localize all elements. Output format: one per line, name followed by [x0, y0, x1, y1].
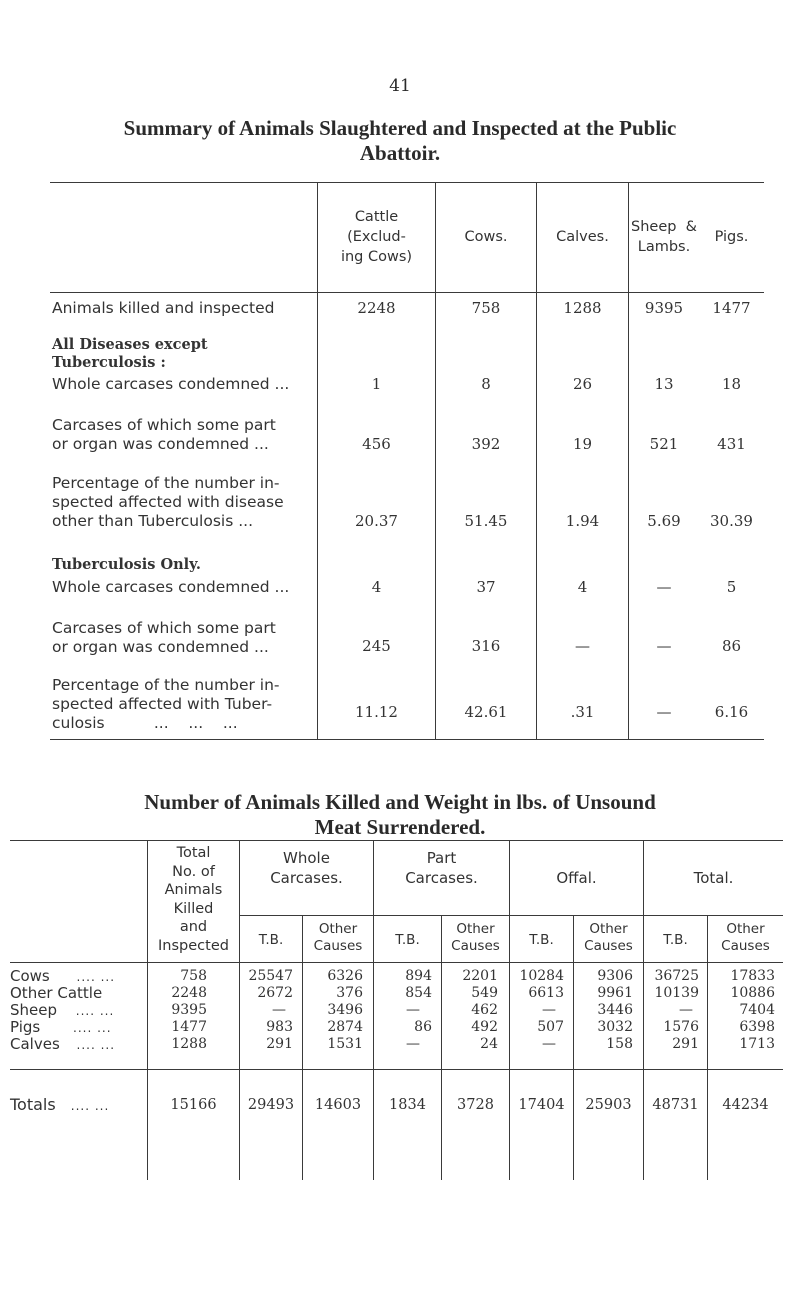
cell: 3446: [597, 1002, 633, 1018]
cell: —: [406, 1036, 420, 1052]
row-label-calves: Calves .... ...: [10, 1035, 116, 1053]
cell: 758: [471, 299, 501, 317]
cell: 4: [577, 578, 588, 596]
group-header-whole: Whole Carcases.: [270, 849, 343, 887]
row-label-tb-part-condemned: Carcases of which some part or organ was condemned ...: [52, 619, 276, 656]
col-header-sheep: Sheep & Lambs.: [631, 219, 697, 255]
cell: —: [656, 578, 672, 596]
total-cell: 1834: [389, 1097, 426, 1113]
row-label-killed: Animals killed and inspected: [52, 299, 275, 317]
cell: 983: [266, 1019, 293, 1035]
section-all-diseases: All Diseases except Tuberculosis :: [52, 336, 208, 371]
cell: 245: [362, 637, 391, 655]
cell: 6.16: [714, 703, 749, 721]
row-label-part-condemned: Carcases of which some part or organ was condemned ...: [52, 416, 276, 453]
sub-header-part-other: Other Causes: [451, 921, 500, 954]
total-cell: 44234: [722, 1097, 769, 1113]
col-header-pigs: Pigs.: [714, 229, 749, 245]
total-cell: 48731: [652, 1097, 699, 1113]
rule-v-whole: [239, 840, 240, 1180]
cell: 7404: [739, 1002, 775, 1018]
cell: 10886: [730, 985, 775, 1001]
cell: 1.94: [565, 512, 600, 530]
col-header-cows: Cows.: [464, 229, 508, 245]
total-cell: 25903: [585, 1097, 632, 1113]
cell: —: [679, 1002, 693, 1018]
cell: 492: [471, 1019, 498, 1035]
cell: 758: [180, 968, 207, 984]
cell: 24: [480, 1036, 498, 1052]
col-header-total-killed: Total No. of Animals Killed and Inspected: [158, 845, 229, 954]
cell: 507: [537, 1019, 564, 1035]
rule-header-bottom: [10, 962, 783, 963]
cell: 894: [405, 968, 432, 984]
row-label-cows: Cows .... ...: [10, 967, 116, 985]
row-label-sheep: Sheep .... ...: [10, 1001, 115, 1019]
summary-title-line-1: Summary of Animals Slaughtered and Inspected at the Public: [123, 116, 677, 140]
cell: 2248: [357, 299, 396, 317]
row-label-percentage-disease: Percentage of the number in- spected affected with disease other than Tuberculosis ...: [52, 474, 284, 530]
row-label-other-cattle: Other Cattle: [10, 984, 103, 1002]
cell: 6613: [528, 985, 564, 1001]
row-label-tb-whole-condemned: Whole carcases condemned ...: [52, 578, 290, 596]
cell: 1288: [171, 1036, 207, 1052]
cell: 5.69: [647, 512, 681, 530]
rule-v-total: [643, 840, 644, 1180]
cell: 17833: [730, 968, 775, 984]
cell: 6398: [739, 1019, 775, 1035]
sub-header-part-tb: T.B.: [395, 932, 420, 948]
cell: 86: [721, 637, 742, 655]
cell: 37: [476, 578, 496, 596]
sub-header-total-tb: T.B.: [663, 932, 688, 948]
cell: 20.37: [355, 512, 398, 530]
cell: 8: [481, 375, 491, 393]
cell: 376: [336, 985, 363, 1001]
cell: 26: [572, 375, 593, 393]
cell: 4: [371, 578, 382, 596]
cell: 1576: [663, 1019, 699, 1035]
rule-v-offal: [509, 840, 510, 1180]
rule-header-bottom: [50, 292, 764, 293]
cell: 1477: [712, 299, 751, 317]
cell: 854: [405, 985, 432, 1001]
sub-header-offal-other: Other Causes: [584, 921, 633, 954]
surrendered-title: [0, 790, 800, 840]
cell: —: [272, 1002, 286, 1018]
rule-bottom: [50, 739, 764, 740]
rule-top: [10, 840, 783, 841]
cell: 316: [471, 637, 501, 655]
cell: 291: [672, 1036, 699, 1052]
cell: 521: [649, 435, 679, 453]
cell: 2672: [257, 985, 293, 1001]
cell: 2874: [327, 1019, 363, 1035]
rule-top: [50, 182, 764, 183]
total-cell: 14603: [314, 1097, 362, 1113]
group-header-total: Total.: [693, 869, 734, 887]
total-cell: 15166: [170, 1097, 217, 1113]
cell: 1531: [327, 1036, 363, 1052]
rule-v-part: [373, 840, 374, 1180]
rule-group-bottom: [240, 915, 783, 916]
cell: 19: [572, 435, 593, 453]
cell: 291: [266, 1036, 293, 1052]
cell: —: [575, 637, 590, 655]
cell: .31: [570, 703, 595, 721]
cell: 51.45: [464, 512, 508, 530]
total-cell: 17404: [518, 1097, 565, 1113]
cell: —: [542, 1036, 556, 1052]
cell: 42.61: [464, 703, 508, 721]
cell: 9961: [597, 985, 633, 1001]
sub-header-total-other: Other Causes: [721, 921, 770, 954]
total-cell: 3728: [457, 1097, 494, 1113]
summary-title-line-2: Abattoir.: [359, 141, 441, 165]
cell: 30.39: [710, 512, 753, 530]
rule-body-bottom: [10, 1069, 783, 1070]
cell: 1288: [563, 299, 602, 317]
summary-title: [0, 116, 800, 166]
cell: 25547: [248, 968, 293, 984]
group-header-offal: Offal.: [556, 869, 597, 887]
cell: —: [542, 1002, 556, 1018]
cell: 10284: [519, 968, 564, 984]
cell: 9306: [597, 968, 633, 984]
section-tuberculosis: Tuberculosis Only.: [52, 556, 201, 573]
cell: 2201: [462, 968, 498, 984]
surrendered-table: [10, 840, 783, 1180]
cell: 10139: [654, 985, 699, 1001]
sub-header-whole-other: Other Causes: [313, 921, 363, 954]
cell: 6326: [327, 968, 363, 984]
cell: 36725: [654, 968, 699, 984]
group-header-part: Part Carcases.: [405, 849, 478, 887]
cell: 5: [726, 578, 737, 596]
row-label-whole-condemned: Whole carcases condemned ...: [52, 375, 290, 393]
cell: 1713: [739, 1036, 775, 1052]
cell: 9395: [644, 299, 684, 317]
cell: —: [406, 1002, 420, 1018]
cell: 2248: [171, 985, 207, 1001]
cell: 1477: [171, 1019, 207, 1035]
cell: 549: [471, 985, 498, 1001]
cell: —: [656, 703, 672, 721]
cell: 431: [717, 435, 746, 453]
cell: 1: [371, 375, 382, 393]
cell: 456: [362, 435, 391, 453]
cell: 9395: [171, 1002, 207, 1018]
cell: 86: [414, 1019, 432, 1035]
cell: 462: [471, 1002, 498, 1018]
row-label-percentage-tb: Percentage of the number in- spected affected with Tuber- culosis ... ... ...: [52, 676, 280, 732]
cell: 3496: [327, 1002, 363, 1018]
row-label-totals: Totals .... ...: [10, 1095, 110, 1114]
cell: 158: [606, 1036, 633, 1052]
surrendered-title-line-1: Number of Animals Killed and Weight in lbs. of Unsound: [144, 790, 656, 814]
surrendered-title-line-2: Meat Surrendered.: [314, 815, 486, 839]
cell: 18: [721, 375, 742, 393]
summary-table: [50, 182, 764, 740]
total-cell: 29493: [247, 1097, 295, 1113]
cell: —: [656, 637, 672, 655]
page-number: 41: [389, 76, 411, 96]
cell: 11.12: [355, 703, 398, 721]
col-header-calves: Calves.: [556, 229, 609, 245]
sub-header-whole-tb: T.B.: [258, 932, 284, 948]
col-header-cattle: Cattle (Exclud- ing Cows): [340, 209, 413, 265]
sub-header-offal-tb: T.B.: [529, 932, 554, 948]
cell: 3032: [597, 1019, 633, 1035]
cell: 13: [654, 375, 674, 393]
row-label-pigs: Pigs .... ...: [10, 1018, 112, 1036]
cell: 392: [471, 435, 501, 453]
